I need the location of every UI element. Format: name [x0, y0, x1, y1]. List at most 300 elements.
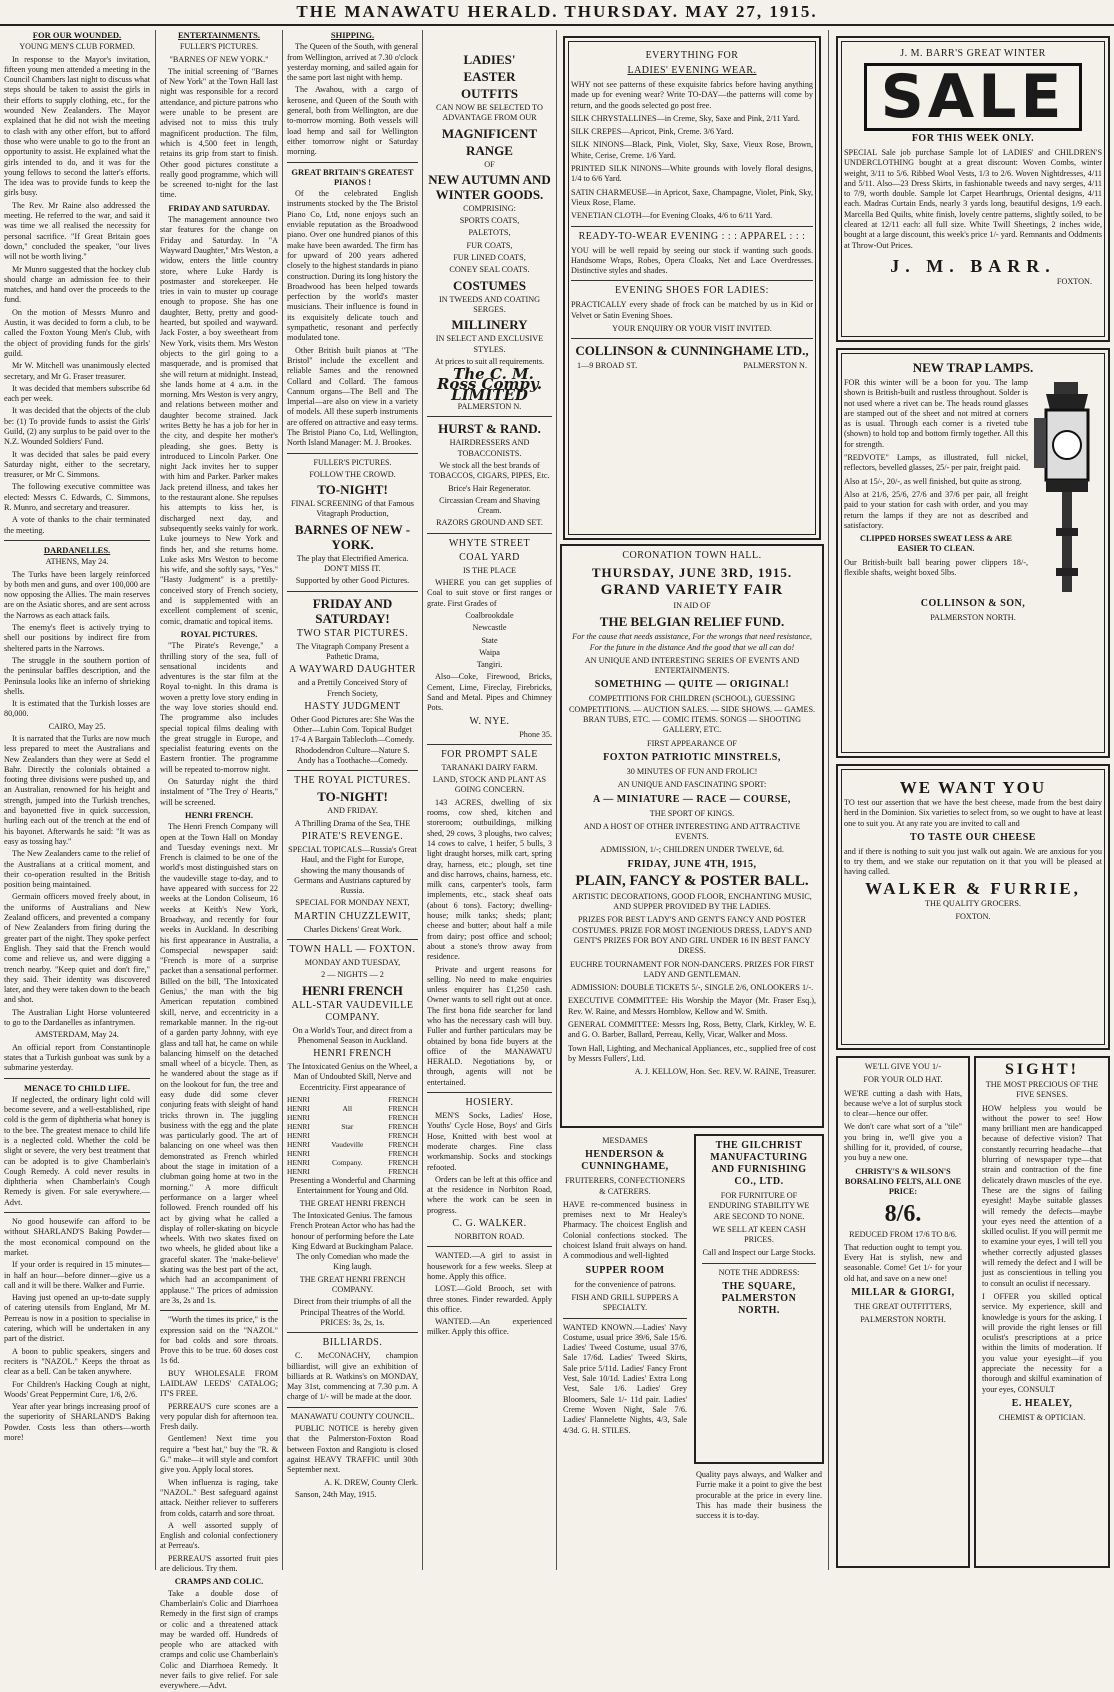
ad-body: "REDVOTE" Lamps, as illustrated, full nickel, reflectors, bevelled glasses, 25/- per pair, freight paid. [844, 453, 1028, 473]
henri-french-row [287, 1140, 418, 1149]
column-rule [282, 30, 283, 1570]
ad-headline: HENRI FRENCH [302, 982, 403, 998]
dateline: AMSTERDAM, May 24. [35, 1030, 119, 1040]
ad-price: 8/6. [884, 1200, 922, 1227]
ad-list-item: Tangiri. [476, 660, 503, 670]
ad-line: FOR YOUR OLD HAT. [863, 1075, 943, 1085]
ad-headline: THE SQUARE, PALMERSTON NORTH. [721, 1281, 797, 1317]
ad-line: Charles Dickens' Great Work. [303, 924, 402, 934]
divider [287, 453, 418, 454]
article-paragraph: Mr W. Mitchell was unanimously elected secretary, and Mr G. Fraser treasurer. [4, 361, 150, 381]
ad-headline: WE WANT YOU [899, 778, 1047, 797]
ad-headline: CORONATION TOWN HALL. [622, 550, 762, 561]
ad-line: PIRATE'S REVENGE. [301, 830, 404, 842]
article-paragraph: The Awahou, with a cargo of kerosene, and Queen of the South with general, both from Wellington, are due to-morrow morning. Both vessels will load hemp and sail for Wellington either tomorrow night or Saturday morning. [287, 85, 418, 157]
ad-body: I OFFER you skilled optical service. My experience, skill and knowledge is yours for the asking. I will provide the right lenses or fill oculist's prescriptions at a price within the limits of moderation. If you value your eyesight—if you appreciate the necessity for a thorough and skilful examination of your eyes, CONSULT [982, 1291, 1102, 1394]
ad-heading: MANAWATU COUNTY COUNCIL. [290, 1411, 415, 1421]
ad-line: CHEMIST & OPTICIAN. [998, 1412, 1086, 1422]
ad-headline: THURSDAY, JUNE 3RD, 1915. [591, 565, 793, 580]
henri-french-cell: FRENCH [388, 1158, 418, 1168]
healey-optician-ad [974, 1056, 1110, 1568]
divider [287, 162, 418, 163]
film-title: "BARNES OF NEW YORK." [169, 54, 269, 64]
ad-line: PRIZES FOR BEST LADY'S AND GENT'S FANCY AND POSTER COSTUMES. PRIZE FOR MOST INGENIOUS DRESS, LADY'S AND GENT'S PRIZES FOR BOY AND GIRL UNDER 16 IN BEST FANCY DRESS. [572, 915, 812, 956]
article-paragraph: The struggle in the southern portion of the peninsular baffles description, and the Peninsula looks like an inferno of shrieking shells. [4, 655, 150, 696]
ad-body: Private and urgent reasons for selling. No need to make enquiries unless enquirer has £1,250 cash. Owner wants to sell right out at once. The first bona fide searcher for land who has the necessary cash will buy. Fuller and further particulars may be obtained by bona fide buyers at the office of the MANAWATU HERALD. Negotiations by, or through, agents will not be entertained. [427, 964, 552, 1087]
article-paragraph: The Henri French Company will open at the Town Hall on Monday and Tuesday evenings next. Mr French is claimed to be one of the world's most distinguished stars on the vaudeville stage to-day, and to have appeared with success for 22 weeks at the London Coliseum, 16 weeks at Keith's New York, Broadway, and recently for four weeks in Auckland. In describing his first appearance in Australia, a Comspecial newspaper said: "French is more of a surprise packet than a sensational performer. Billed on the bill, 'The Intoxicated Genius,' the man with the big American reputation combined skill, nerve, and eccentricity in a remarkable manner. In the rig-out of a garden party Johnny, with eye glass and tall hat, he came on while balancing himself on the detached small wheel of a bicycle. Then, as he wandered about the stage as if on the lookout for fun, the tree and easy dude did some clever conjuring feats with sleight of hand tricks thrown in. The juggling business with the egg and the plate was particularly good. The art of balancing on one wheel was then demonstrated as French whirled about the stage in imitation of a clubman going home at two in the morning." A more difficult performance on a larger wheel followed. French rounded off his act by giving what he called a display of roller-skating on bicycle wheels. With two skates fixed on two wheels, he glided about like a graceful skater. The 'make-believe' skating was the best part of the act, which had an accompaniment of applause." The prices of admission are 3s, 2s and 1s. [160, 822, 278, 1305]
ad-signature: C. G. WALKER. [452, 1218, 527, 1230]
article-paragraph: It was decided that sales be paid every Saturday night, either to the secretary, treasurer, or Mr C. Simmons. [4, 449, 150, 480]
cm-ross-logo: The C. M. Ross Compy. LIMITED [436, 365, 543, 404]
article-paragraph: On Saturday night the third instalment of "The Trey o' Hearts," will be screened. [160, 777, 278, 807]
henri-french-cell: HENRI [287, 1167, 310, 1177]
ad-address: 1—9 BROAD ST. [577, 361, 638, 371]
ad-body: Also—Coke, Firewood, Bricks, Cement, Lime, Fireclay, Firebricks, Sand and Metal. Pipes and Chimney Pots. [427, 672, 552, 713]
ad-headline: EVENING SHOES FOR LADIES: [615, 285, 769, 297]
henri-french-cell [322, 1131, 372, 1140]
henri-french-cell: FRENCH [388, 1140, 418, 1150]
ad-line: MARTIN CHUZZLEWIT, [294, 910, 411, 922]
ad-list-item: Newcastle [472, 623, 507, 633]
ad-line: FOLLOW THE CROWD. [309, 469, 396, 479]
ad-line: CHRISTY'S & WILSON'S BORSALINO FELTS, ALL ONE PRICE: [844, 1166, 962, 1197]
ad-headline: J. M. BARR. [890, 255, 1056, 276]
article-paragraph: The Australian Light Horse volunteered to go to the Dardanelles as infantrymen. [4, 1007, 150, 1028]
ad-signature: A. J. KELLOW, Hon. Sec. REV. W. RAINE, Treasurer. [634, 1067, 816, 1077]
article-paragraph: In response to the Mayor's invitation, fifteen young men attended a meeting in the Council Chambers last night to discuss what steps should be taken to assist the girls in their efforts to supply clothing, etc., for the wounded New Zealanders. The Mayor explained that he did not wish the meeting to clash with any other effort, but to afford those who were unable to go to the front an opportunity to assist. He explained what the girls intended to do, and it was for the young fellows to second the latter's efforts. The idea was to provide funds to keep the girls busy. [4, 54, 150, 198]
ad-line: COMPRISING: [463, 203, 516, 213]
article-paragraph: On the motion of Messrs Munro and Austin, it was decided to form a club, to be called the Foxton Young Men's Club, with the object of providing funds for the girls' guild. [4, 307, 150, 358]
notice-paragraph: A boon to public speakers, singers and reciters is "NAZOL." Keeps the throat as clear as a bell. Can be taken anywhere. [4, 1346, 150, 1377]
ad-line: FIRST APPEARANCE OF [647, 738, 737, 748]
ad-list-item: Coalbrookdale [465, 610, 514, 620]
henri-french-cell [322, 1095, 372, 1104]
henri-french-cell: Vaudeville [331, 1140, 364, 1150]
ad-line: NORBITON ROAD. [454, 1232, 525, 1242]
ad-line: FINAL SCREENING of that Famous Vitagraph Production, [291, 499, 414, 519]
ad-line: The play that Electrified America. DON'T MISS IT. [296, 553, 409, 574]
ad-line: THE GREAT HENRI FRENCH COMPANY. [299, 1274, 406, 1295]
henri-french-cell: HENRI [287, 1113, 310, 1123]
ad-list-item: State [481, 635, 498, 645]
ad-body: YOU will be well repaid by seeing our stock if wanting such goods. Handsome Wraps, Robes, Opera Cloaks, Net and Lace Overdresses. Distinctive styles and shades. [571, 245, 813, 276]
ad-line: PALMERSTON N. [457, 402, 522, 412]
notice-paragraph: A well assorted supply of English and colonial confectionery at Perreau's. [160, 1520, 278, 1551]
article-paragraph: It is narrated that the Turks are now much less prepared to meet the Australians and New Zealanders than they were at Sedd el Bahr. Directly the colonials obtained a footing three divisions were pushed up, and an Australian, renowned for his height and strength, jumped into the Turkish trenches, and bayonetted five in quick succession, hurling each out of the trench at the end of his bayonet. Afterwards he said: "It was as easy as tossing hay." [4, 734, 150, 846]
ad-line: SPECIAL FOR MONDAY NEXT, [295, 898, 410, 908]
column-entertainments [160, 30, 278, 1691]
ad-body: WANTED KNOWN.—Ladies' Navy Costume, usual price 39/6, Sale 15/6. Ladies' Tweed Costume, usual 37/6, Sale 17/6d. Ladies' Tweed Skirts, Sale price 5/11d. Ladies' Fancy Front Vest, Sale 10/1d. Ladies' Extra Long Vest, Sale 1/6. Ladies' Grey Bloomers, Sale 1/- 11d pair. Ladies' Creme Woven Night, Sale 7/6. Ladies' Flannelette Nights, 4/3, Sale 4/3d. G. H. STILES. [563, 1322, 687, 1435]
divider [287, 1407, 418, 1408]
ad-town: PALMERSTON NORTH. [860, 1315, 946, 1325]
ad-line: Brice's Hair Regenerator. [448, 483, 531, 493]
ad-body: GENERAL COMMITTEE: Messrs Ing, Ross, Betty, Clark, Kirkley, W. E. and G. O. Barber, Ballard, Perreau, Kelly, Vicar, Walker and Moss. [568, 1020, 816, 1040]
ad-line: TARANAKI DAIRY FARM. [441, 762, 538, 772]
ad-body: Orders can be left at this office and at the residence in Norbiton Road, where the work can be seen in progress. [427, 1174, 552, 1215]
ad-line: AN UNIQUE AND FASCINATING SPORT: [617, 780, 767, 790]
ad-line: FISH AND GRILL SUPPERS A SPECIALTY. [571, 1292, 679, 1313]
article-paragraph: It is estimated that the Turkish losses are 80,000. [4, 699, 150, 719]
ad-body: Also at 21/6, 25/6, 27/6 and 37/6 per pair, all freight paid to your station for cash with order, and you may return the lamps if they are not as described and satisfactory. [844, 489, 1028, 530]
divider [427, 1092, 552, 1093]
ad-headline: WALKER & FURRIE, [865, 878, 1081, 898]
article-paragraph: An official report from Constantinople states that a Turkish gunboat was sunk by a submarine yesterday. [4, 1042, 150, 1073]
classified-ad: WANTED.—A girl to assist in housework for a few weeks. Sleep at home. Apply this office. [427, 1251, 552, 1281]
divider [287, 770, 418, 771]
divider [4, 1212, 150, 1213]
henri-french-cell: HENRI [287, 1149, 310, 1159]
ad-line: HENRI FRENCH [313, 1048, 392, 1060]
ad-line: AND FRIDAY. [327, 806, 378, 816]
notice-paragraph: Gentlemen! Next time you require a "best hat," buy the "R. & G." make—it will style and comfort give you. Apply local stores. [160, 1434, 278, 1475]
ad-line: EUCHRE TOURNAMENT FOR NON-DANCERS. PRIZES FOR FIRST LADY AND GENTLEMAN. [569, 959, 815, 979]
ad-headline: FOR THIS WEEK ONLY. [911, 133, 1035, 144]
ad-line: CAN NOW BE SELECTED TO ADVANTAGE FROM OUR [436, 103, 543, 123]
ad-list-item: VENETIAN CLOTH—for Evening Cloaks, 4/6 to 6/11 Yard. [571, 211, 773, 221]
ad-line: The Intoxicated Genius on the Wheel, a Man of Undoubted Skill, Nerve and Eccentricity. First appearance of [287, 1062, 418, 1092]
ad-line: 30 MINUTES OF FUN AND FROLIC! [626, 766, 758, 776]
ad-line: Supported by other Good Pictures. [295, 576, 410, 586]
ad-heading: BILLIARDS. [322, 1337, 383, 1349]
ad-list-item: SILK CHRYSTALLINES—in Creme, Sky, Saxe and Pink, 2/11 Yard. [571, 113, 800, 123]
ad-line: THE GREAT OUTFITTERS, [854, 1302, 952, 1312]
ad-phone: Phone 35. [519, 729, 552, 739]
ad-list-item: SATIN CHARMEUSE—in Apricot, Saxe, Champagne, Violet, Pink, Sky, Vieux Rose, Flame. [571, 187, 813, 207]
ad-headline: FOXTON PATRIOTIC MINSTRELS, [603, 751, 781, 763]
henri-french-row [287, 1149, 418, 1158]
notice-paragraph: BUY WHOLESALE FROM LAIDLAW LEEDS' CATALOG; IT'S FREE. [160, 1368, 278, 1399]
article-paragraph: The following executive committee was elected: Messrs C. Edwards, C. Simmons, R. Munro, and secretary and treasurer. [4, 482, 150, 513]
henri-french-cell: Star [341, 1122, 354, 1132]
henri-french-row [287, 1122, 418, 1131]
ad-body: C. McCONACHY, champion billiardist, will give an exhibition of billiards at R. Watkins's on MONDAY, May 31st, commencing at 7.30 p.m. A charge of 1/- will be made at the door. [287, 1351, 418, 1402]
ad-headline: TO-NIGHT! [317, 789, 388, 805]
ad-body: WE'RE cutting a dash with Hats, because we've a lot of surplus stock to clear—hence our offer. [844, 1088, 962, 1119]
ad-list-item: FUR LINED COATS, [453, 253, 526, 263]
ad-headline: EASTER [463, 69, 516, 84]
ad-line: Call and Inspect our Large Stocks. [702, 1248, 816, 1258]
ad-line: The Vitagraph Company Present a Pathetic Drama, [296, 641, 409, 661]
henri-french-row [287, 1113, 418, 1122]
article-subheading: YOUNG MEN'S CLUB FORMED. [19, 42, 135, 52]
ad-line: IN AID OF [673, 601, 711, 610]
ad-body: Our British-built ball bearing power clippers 18/-, flexible shafts, weight boxed 5lbs. [844, 557, 1028, 578]
ad-line: A Thrilling Drama of the Sea, THE [294, 818, 411, 828]
ad-headline: EVERYTHING FOR [645, 50, 739, 61]
article-paragraph: The Queen of the South, with general from Wellington, arrived at 7.30 o'clock yesterday morning, and sailed again for the same port last night with hemp. [287, 42, 419, 83]
ad-line: THE SPORT OF KINGS. [649, 808, 735, 818]
article-paragraph: The Rev. Mr Raine also addressed the meeting. He referred to the war, and said it was time we all realised the necessity for personal sacrifice. "If Great Britain goes down," concluded the speaker, "our lives will not be worth living." [4, 200, 150, 262]
divider [427, 1246, 552, 1247]
article-heading: HENRI FRENCH. [184, 809, 253, 820]
notice-paragraph: When influenza is raging, take "NAZOL." Best safeguard against attack. Neither reliever to sufferers from colds, catarrh and sore throat. [160, 1477, 278, 1518]
masthead: THE MANAWATU HERALD. THURSDAY. MAY 27, 1915. [0, 0, 1114, 26]
ad-signature: MILLAR & GIORGI, [851, 1287, 955, 1299]
column-rule [828, 30, 829, 1570]
ad-headline: TO TASTE OUR CHEESE [910, 831, 1036, 843]
ad-headline: A — MINIATURE — RACE — COURSE, [593, 793, 791, 805]
ad-headline: TO-NIGHT! [317, 482, 388, 498]
ad-headline: THE BELGIAN RELIEF FUND. [599, 614, 785, 630]
ad-headline: SUPPER ROOM [585, 1264, 665, 1276]
ad-headline: HOSIERY. [465, 1097, 514, 1109]
ad-body: SPECIAL Sale job purchase Sample lot of LADIES' and CHILDREN'S UNDERCLOTHING bought at a great discount: Woven Combs, winter weight, 3/11 to 5/6. Ribbed Wool Vests, 1/3 to 2/6. Woven Nightdresses, 4/11 and 5/11. Also—23 Dress Skirts, in fashionable tweeds and navy serges, 4/11 to 7/9, worth double. Sample lot Carpet Hearthrugs, Oriental designs, 4/11 each. Madras Curtain Ends, nearly 3 yards long, beautiful designs, 1/9 each. Marcella Bed Quilts, white finish, lovely centre patterns, slightly soiled, to be cleared at 12/11 each: all full size. White Twill Sheetings, 2 inches wide, bought at a large discount, this week's price 1/- yard. Remnants and Oddments at Throw-Out Prices. [844, 148, 1102, 250]
ad-line: On a World's Tour, and direct from a Phenomenal Season in Auckland. [292, 1025, 413, 1045]
ad-body: HOW helpless you would be without the power to see! How many brilliant men are handicapped because of defective vision? That constantly recurring headache—that blurring of newspaper type—that strain and contraction of the fine delicately drawn muscles of the eye. These are the signs of failing eyesight! Maybe suitable glasses will remedy the defects—maybe your eyes need the attention of a skilled oculist. If you will permit me to examine your eyes, I will tell you whether correctly adjusted glasses will remedy the defect and I will be just as conscientious in telling you to consult an oculist if necessary. [982, 1103, 1102, 1288]
ad-line: LAND, STOCK AND PLANT AS GOING CONCERN. [432, 775, 547, 795]
henri-french-cell: FRENCH [388, 1149, 418, 1159]
ad-headline: FOR PROMPT SALE [441, 748, 538, 760]
ad-list-item: FUR COATS, [466, 240, 513, 250]
divider [571, 226, 813, 227]
article-heading: FRIDAY AND SATURDAY. [168, 202, 270, 213]
ad-headline: NEW AUTUMN AND WINTER GOODS. [428, 171, 551, 202]
ad-line: 2 — NIGHTS — 2 [321, 970, 384, 980]
ad-headline: J. M. BARR'S GREAT WINTER [900, 48, 1046, 59]
article-paragraph: Of the celebrated English instruments stocked by the The Bristol Piano Co, Ltd, none enjoys such an enviable reputation as the Broadwood piano. Over one hundred pianos of this make have been awarded. The firm has for upward of 200 years adhered closely to the highest standards in piano construction. During its long history the Broadwood has been helped towards perfection by the world's master musicians. Their influence is found in its exquisitely delicate touch and sympathetic, resonant and perfectly modulated tone. [287, 189, 418, 343]
henri-french-cell: HENRI [287, 1140, 310, 1150]
classified-ad: WANTED.—An experienced milker. Apply this office. [427, 1317, 552, 1337]
ad-line: HAIRDRESSERS AND TOBACCONISTS. [449, 438, 530, 458]
divider [287, 939, 418, 940]
ad-line: At prices to suit all requirements. [434, 356, 545, 366]
divider [427, 533, 552, 534]
henri-french-cell: HENRI [287, 1131, 310, 1141]
article-paragraph: The management announce two star features for the change on Friday and Saturday. In "A Wayward Daughter," Mrs Weston, a widow, enters the little country store, where Luke Hardy is postmaster and storekeeper. He tries in vain to muster up courage enough to propose. She has one daughter, Betty, pretty and good-hearted, but spoiled and wayward. Jack Foster, a boy sweetheart from New York, visits them. Mrs Weston objects to the girl going to a masquerade, and is promised that she will return at midnight. Instead, she lands home at 4 a.m. in the morning. Mrs Weston is very angry, and relations between mother and daughter become strained. Jack writes Betty he has a job for her in the city, and despite her mother's pleading, she goes. Betty is introduced to Lincoln Parker. One night Jack invites her to supper with him and Parker. Parker makes Jack pretend illness, and takes her to the restaurant alone. She repulses his attempts to kiss her, is discharged next day, and subsequently seeks vainly for work. Luke journeys to New York and finds her, and she returns home. Luke asks Mrs Weston to become his wife, and she softly says, "Yes." "Hasty Judgment" is a prettily-conceived story of French society, and is supplemented with an excellent complement of scenic, comic, dramatic and topical items. [160, 215, 278, 626]
ad-line: A WAYWARD DAUGHTER [289, 664, 416, 676]
article-paragraph: Take a double dose of Chamberlain's Colic and Diarrhoea Remedy in the first sign of cramps or colic and a threatened attack may be warded off. Hundreds of people who are attacked with cramps and colic use Chamberlain's Colic and Diarrhoea Remedy. It never fails to give relief. For sale everywhere.—Advt. [160, 1588, 278, 1691]
column-ross-ads [427, 30, 552, 1570]
ad-line: We stock all the best brands of TOBACCOS, CIGARS, PIPES, Etc. [429, 460, 550, 481]
ad-list-item: SILK NINONS—Black, Pink, Violet, Sky, Saxe, Vieux Rose, Brown, White, Cerise, Creme. 1/6 Yard. [571, 140, 813, 160]
ad-date: Sanson, 24th May, 1915. [295, 1489, 377, 1499]
ad-signature: COLLINSON & SON, [920, 598, 1026, 609]
ad-line: Other Good Pictures are: She Was the Other—Lubin Com. Topical Budget 17-4 A Bargain Tablecloth—Comedy. Rhododendron Culture—Nature S. Andy has a Toothache—Comedy. [290, 714, 415, 766]
ad-body: Also at 15/-, 20/-, as well finished, but quite as strong. [844, 476, 1022, 486]
ad-line: ARTISTIC DECORATIONS, GOOD FLOOR, ENCHANTING MUSIC, AND SUPPER PROVIDED BY THE LADIES. [572, 891, 812, 912]
ad-line: and a Prettily Conceived Story of French Society, [297, 678, 408, 698]
ad-headline: GRAND VARIETY FAIR [600, 582, 784, 598]
henri-french-row [287, 1167, 418, 1176]
trap-lamp-illustration [1032, 378, 1102, 598]
henri-french-cell: FRENCH [388, 1104, 418, 1114]
ad-line: Direct from their triumphs of all the Principal Theatres of the World. PRICES: 3s, 2s, 1s. [293, 1297, 412, 1327]
ad-line: FRUITERERS, CONFECTIONERS & CATERERS. [564, 1176, 686, 1196]
ad-headline: OUTFITS [460, 86, 519, 101]
column-rule [422, 30, 423, 1570]
article-paragraph: If neglected, the ordinary light cold will become severe, and a well-established, ripe cold is the germ of diphtheria what honey is to the bee. The greatest menace to child life is a neglected cold. Whether the cold be slight or severe, the very best treatment that can be adopted is to give Chamberlain's Cough Remedy. A cold never results in diphtheria when Chamberlain's Cough Remedy is given. For sale everywhere.—Advt. [4, 1094, 150, 1207]
ad-line: HASTY JUDGMENT [304, 700, 401, 712]
ad-line: RAZORS GROUND AND SET. [436, 518, 543, 528]
ad-verse: For the cause that needs assistance, For the wrongs that need resistance, For the future in the distance And the good that we all can do! [572, 632, 812, 652]
ad-line: SPECIAL TOPICALS—Russia's Great Haul, and the Fight for Europe, showing the many thousands of Germans and Austrians captured by Russia. [288, 844, 417, 896]
article-paragraph: The enemy's fleet is actively trying to shell our positions by indirect fire from sheltered parts in the Narrows. [4, 623, 150, 653]
divider [4, 1078, 150, 1079]
ad-headline: SIGHT! [1004, 1061, 1079, 1078]
ad-heading: TOWN HALL — FOXTON. [289, 944, 416, 955]
henri-french-cell: FRENCH [388, 1122, 418, 1132]
ad-line: IS THE PLACE [462, 565, 517, 575]
henderson-cunninghame-ad [560, 1134, 690, 1568]
ad-headline: RANGE [466, 142, 513, 158]
henri-french-cell: HENRI [287, 1104, 310, 1114]
ad-body: HAVE re-commenced business in premises next to Mr Healey's Pharmacy. The choicest English and Colonial confections stocked. The choicest Island fruit always on hand. A commodious and well-lighted [563, 1199, 687, 1261]
ad-headline: FRIDAY, JUNE 4TH, 1915, [627, 858, 757, 870]
ad-line: MONDAY AND TUESDAY, [304, 958, 401, 967]
ad-list-item: PRINTED SILK NINONS—White grounds with lovely floral designs, 1/4 to 6/6 Yard. [571, 164, 813, 184]
ad-body: FOR this winter will be a boon for you. The lamp shown is British-built and rustless throughout. Solder is not used where a rivet can be. The heads round glasses are stamped out of the sheet and not mitred at corners as is usual. Through each corner is a riveted tube (shown) to hold top and bottom firmly together. All this for strength. [844, 378, 1028, 449]
dateline: ATHENS, May 24. [45, 557, 109, 567]
walker-furrie-cheese-ad [836, 764, 1110, 1050]
henri-french-cell: HENRI [287, 1095, 310, 1105]
ad-headline: BARNES OF NEW - YORK. [294, 521, 411, 552]
ad-line: NOTE THE ADDRESS: [718, 1267, 800, 1277]
ad-line: ADMISSION, 1/-; CHILDREN UNDER TWELVE, 6d. [600, 845, 784, 855]
article-paragraph: Other British built pianos at "The Bristol" include the excellent and reliable Sames and the renowned Collard and Collard. The famous Cannum organs—The Bell and The Imperial—are also on view in a variety of models. All these superb instruments are offered on attractive and easy terms. The Bristol Piano Co, Ltd, Wellington, North Island Manager: M. J. Brookes. [287, 345, 419, 448]
divider [160, 1310, 278, 1311]
ad-headline: NEW TRAP LAMPS. [912, 360, 1034, 375]
ad-town: FOXTON. [955, 912, 991, 922]
ad-list-item: Waipa [479, 647, 500, 657]
divider [571, 280, 813, 281]
ad-line: Circassian Cream and Shaving Cream. [439, 495, 540, 516]
notice-paragraph: Year after year brings increasing proof of the superiority of SHARLAND'S Baking Powder. Costs less than others—worth more! [4, 1402, 150, 1442]
ad-heading: THE ROYAL PICTURES. [294, 775, 411, 787]
ad-line: THE MOST PRECIOUS OF THE FIVE SENSES. [985, 1080, 1099, 1100]
article-heading: ENTERTAINMENTS. [178, 30, 260, 40]
ad-headline: COLLINSON & CUNNINGHAME LTD., [575, 343, 809, 359]
henri-french-cell: FRENCH [388, 1113, 418, 1123]
divider [427, 416, 552, 417]
ad-line: AN UNIQUE AND INTERESTING SERIES OF EVENTS AND ENTERTAINMENTS. [584, 655, 800, 676]
ad-body: WHY not see patterns of these exquisite fabrics before having anything made up for evening wear? Write TO-DAY—the patterns will come by return, and the goods selected go post free. [571, 80, 813, 110]
henri-french-cell: FRENCH [388, 1131, 418, 1141]
ad-headline: FRIDAY AND SATURDAY! [312, 595, 393, 626]
notice-paragraph: "Worth the times its price," is the expression said on the "NAZOL" for bad colds and sore throats. Prove this to be true. 60 doses cost 1s 6d. [160, 1315, 278, 1366]
ad-list-item: SILK CREPES—Apricot, Pink, Creme. 3/6 Yard. [571, 127, 734, 137]
ad-body: PUBLIC NOTICE is hereby given that the Palmerston-Foxton Road between Foxton and Rangiotu is closed against HEAVY TRAFFIC until 30th September next. [287, 1424, 418, 1475]
ad-list-item: SPORTS COATS, [459, 216, 520, 226]
article-subheading: FULLER'S PICTURES. [180, 42, 258, 52]
henri-french-row [287, 1095, 418, 1104]
ad-signature: E. HEALEY, [1011, 1397, 1073, 1409]
ad-headline: LADIES' EVENING WEAR. [627, 65, 757, 76]
article-heading: DARDANELLES. [43, 544, 111, 555]
jm-barr-sale-ad [836, 36, 1110, 342]
henri-french-cell: FRENCH [388, 1095, 418, 1105]
ad-list-item: CONEY SEAL COATS. [449, 265, 530, 275]
henri-french-cell: HENRI [287, 1122, 310, 1132]
ad-town: PALMERSTON N. [743, 361, 807, 371]
ad-line: WE'LL GIVE YOU 1/- [864, 1062, 942, 1071]
ad-line: REDUCED FROM 17/6 TO 8/6. [849, 1229, 957, 1239]
ad-line: for the convenience of patrons. [574, 1279, 676, 1289]
trap-lamps-ad [836, 348, 1110, 758]
ad-line: TWO STAR PICTURES. [296, 627, 409, 639]
ad-headline: COSTUMES [453, 277, 526, 293]
notice-paragraph: No good housewife can afford to be without SHARLAND'S Baking Powder—the most economical compound on the market. [4, 1217, 150, 1257]
article-paragraph: Germain officers moved freely about, in the uniforms of Australians and New Zealand officers, and prevented a company of New Zealanders from firing during the greater part of the night. They spoke perfect English. They said that the French would come and relieve us, and were digging a trench nearby. "Keep quiet and don't fire," they said. Their identity was discovered later, and they were taken down to the beach and shot. [4, 892, 150, 1005]
notice-paragraph: PERREAU'S cure scones are a very popular dish for afternoon tea. Fresh daily. [160, 1401, 278, 1432]
classified-ad: LOST.—Gold Brooch, set with three stones. Finder rewarded. Apply this office. [427, 1284, 552, 1314]
column-shipping-ads [287, 30, 418, 1570]
ad-line: CLIPPED HORSES SWEAT LESS & ARE EASIER TO CLEAN. [860, 534, 1012, 554]
henri-french-cell: Company. [332, 1158, 363, 1168]
henri-french-row [287, 1131, 418, 1140]
ad-line: IN SELECT AND EXCLUSIVE STYLES. [435, 334, 544, 354]
divider [563, 1318, 687, 1319]
ad-headline: MILLINERY [451, 317, 528, 333]
henri-french-cell [322, 1113, 372, 1122]
ad-line: The Intoxicated Genius. The famous French Protean Actor who has had the honour of performing before the Late King Edward at Buckingham Palace. The only Comedian who made the King laugh. [289, 1210, 416, 1272]
belgian-relief-fair-ad [560, 544, 824, 1128]
henri-french-cell [322, 1149, 372, 1158]
ad-headline: HURST & RAND. [438, 421, 541, 437]
dateline: CAIRO, May 25. [48, 721, 106, 731]
ad-line: MESDAMES [602, 1136, 648, 1145]
ad-town: PALMERSTON NORTH. [930, 613, 1016, 622]
sale-banner: SALE [864, 63, 1082, 131]
ad-line: IN TWEEDS AND COATING SERGES. [438, 294, 541, 314]
ad-body: Town Hall, Lighting, and Mechanical Appliances, etc., supplied free of cost by Messrs Fullers', Ltd. [568, 1043, 816, 1063]
ad-line: AND A HOST OF OTHER INTERESTING AND ATTRACTIVE EVENTS. [583, 821, 801, 842]
ad-body: TO test our assertion that we have the best cheese, made from the best dairy herd in the Dominion. Six varieties to select from, so we ought to have at least one to suit you. At any rate you are invited to call and [844, 798, 1102, 828]
ad-line: FOR FURNITURE OF ENDURING STABILITY WE ARE SECOND TO NONE. [708, 1191, 810, 1221]
article-heading: FOR OUR WOUNDED. [32, 30, 122, 40]
ad-headline: THE GILCHRIST MANUFACTURING AND FURNISHING CO., LTD. [710, 1140, 808, 1187]
ad-list-item: PALETOTS, [468, 228, 511, 238]
article-heading: MENACE TO CHILD LIFE. [24, 1082, 130, 1093]
ad-headline: LADIES' [463, 52, 516, 67]
henri-french-cell: FRENCH [388, 1167, 418, 1177]
ad-headline: WHYTE STREET [448, 537, 531, 549]
notice-paragraph: For Children's Hacking Cough at night, Woods' Great Peppermint Cure, 1/6, 2/6. [4, 1379, 150, 1399]
ad-line: ADMISSION: DOUBLE TICKETS 5/-, SINGLE 2/6, ONLOOKERS 1/-. [570, 983, 814, 993]
ad-headline: MAGNIFICENT [441, 125, 538, 141]
notice-paragraph: Having just opened an up-to-date supply of catering utensils from England, Mr M. Perreau is now in a position to specialise in catering, which will be undertaken in any part of the district. [4, 1293, 150, 1344]
article-paragraph: It was decided that members subscribe 6d each per week. [4, 383, 150, 404]
ad-headline: SOMETHING — QUITE — ORIGINAL! [594, 679, 790, 691]
henri-french-cell: All [342, 1104, 353, 1114]
ad-line: Presenting a Wonderful and Charming Entertainment for Young and Old. [289, 1176, 416, 1196]
divider [287, 591, 418, 592]
collinson-evening-wear-ad [563, 36, 821, 540]
ad-line: ALL-STAR VAUDEVILLE COMPANY. [291, 999, 414, 1023]
ad-line: YOUR ENQUIRY OR YOUR VISIT INVITED. [612, 324, 772, 334]
article-paragraph: It was decided that the objects of the club be: (1) To provide funds to assist the Girls' Guild, (2) any surplus to be paid over to the N.Z. Wounded Soldiers' Fund. [4, 406, 150, 447]
notice-paragraph: PERREAU'S assorted fruit pies are delicious. Try them. [160, 1553, 278, 1574]
ad-body: EXECUTIVE COMMITTEE: His Worship the Mayor (Mr. Fraser Esq.), Rev. W. Raine, and Messrs Hornblow, Kellow and W. Smith. [568, 996, 816, 1016]
gilchrist-furnishing-ad [694, 1134, 824, 1464]
henri-french-row [287, 1158, 418, 1167]
ad-headline: HENDERSON & CUNNINGHAME, [581, 1149, 669, 1173]
ad-line: THE QUALITY GROCERS. [925, 898, 1021, 908]
article-heading: CRAMPS AND COLIC. [174, 1576, 264, 1587]
ad-body: PRACTICALLY every shade of frock can be matched by us in Kid or Velvet or Satin Evening Shoes. [571, 300, 813, 320]
column-rule [155, 30, 156, 1570]
ad-signature: W. NYE. [469, 715, 510, 727]
article-paragraph: The initial screening of "Barnes of New York" at the Town Hall last night was responsible for a record attendance, and picture patrons who were unable to be present are advised not to miss this truly magnificent production. The film, which is 4,500 feet in length, retains its grip from start to finish. Other good pictures constitute a really good programme, which will be screened to-night for the last time. [160, 66, 278, 200]
ad-headline: COAL YARD [459, 551, 520, 563]
article-heading: GREAT BRITAIN'S GREATEST PIANOS ! [291, 166, 414, 187]
ad-heading: FULLER'S PICTURES. [313, 457, 392, 467]
column-news-wounded-dardanelles [4, 30, 150, 1570]
henri-french-table [287, 1095, 418, 1176]
ad-body: Quality pays always, and Walker and Furrie make it a point to give the best procurable at the price in every line. This has made their business the success it is to-day. [696, 1470, 822, 1521]
divider [571, 338, 813, 339]
article-paragraph: Mr Munro suggested that the hockey club should charge an admission fee to their matches, and hand over the proceeds to the fund. [4, 264, 150, 305]
column-rule [556, 30, 557, 1570]
